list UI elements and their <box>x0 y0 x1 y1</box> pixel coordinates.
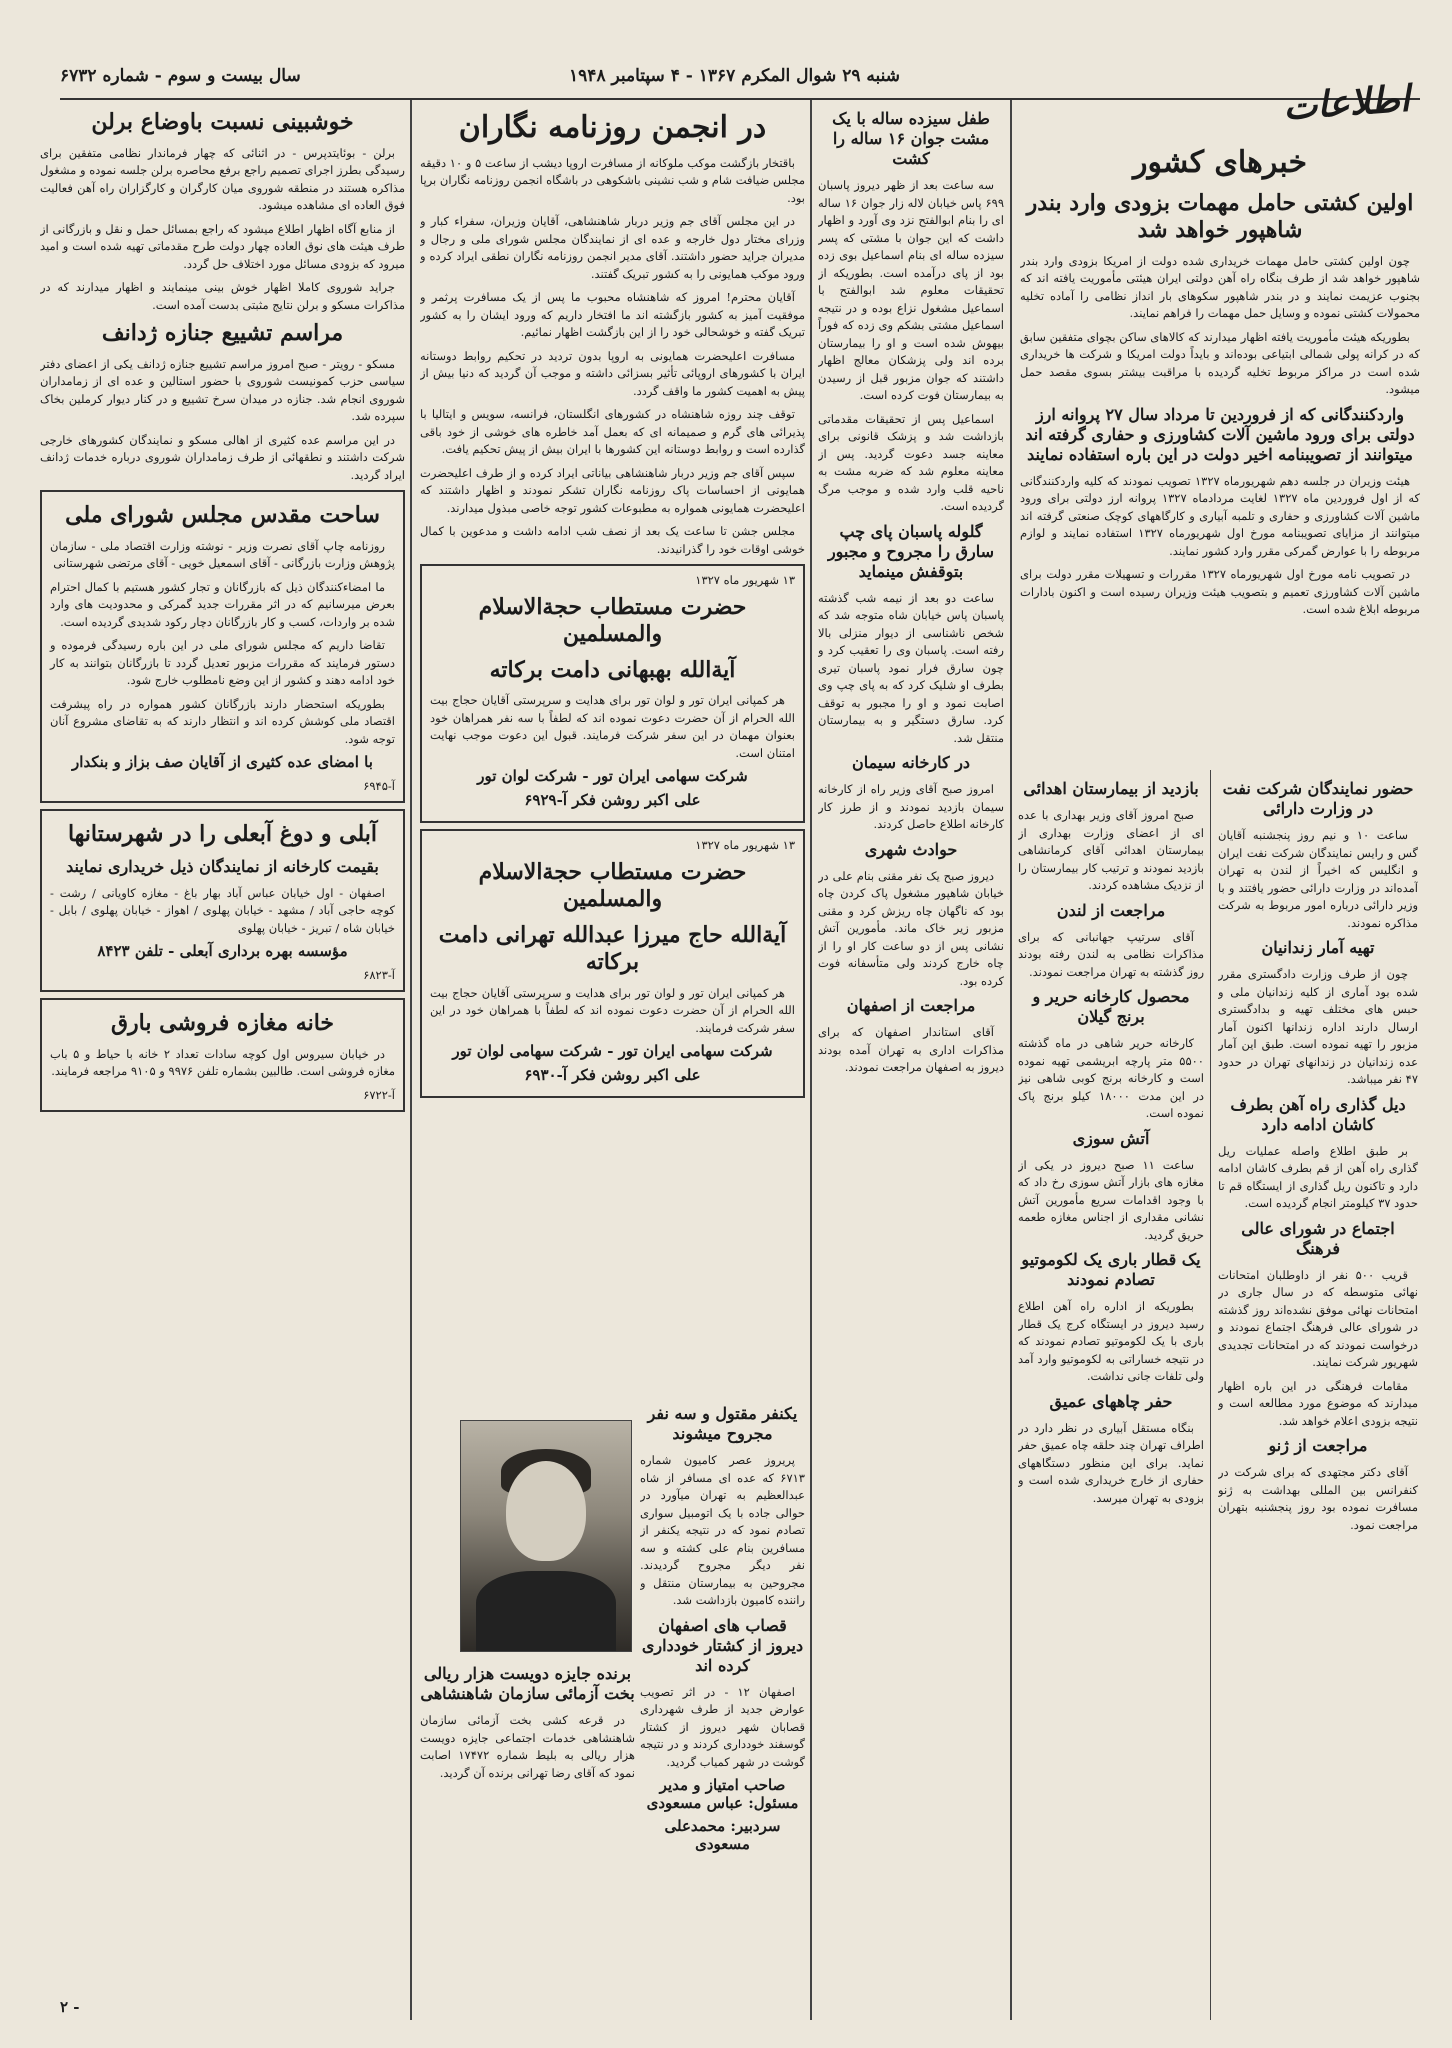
article-paragraph: سپس آقای جم وزیر دربار شاهنشاهی بیاناتی ایراد کرده و از طرف اعلیحضرت همایونی از احساسات پاک روزنامه نگاران تشکر نمودند و اظهار داشتند که اعلیحضرت همایونی همواره به مطبوعات کشور توجه خاصی مبذول میدارند. <box>420 465 805 515</box>
ad-heading: آیةالله بهبهانی دامت برکاته <box>489 656 736 683</box>
ad-box <box>420 829 805 1098</box>
article-headline: محصول کارخانه حریر و برنج گیلان <box>1032 987 1190 1026</box>
ad-box <box>420 564 805 823</box>
article-headline: بازدید از بیمارستان اهدائی <box>1023 779 1199 798</box>
article-paragraph: ساعت ۱۰ و نیم روز پنجشنبه آقایان گس و رایس نمایندگان شرکت نفت ایران و انگلیس که اخیراً از لندن به تهران آمده‌اند در وزارت دارائی حضور یافتند و با وزیر دارائی درباره امور مربوط به شرکت مذاکره نمودند. <box>1218 828 1418 930</box>
article-paragraph: اصفهان ۱۲ - در اثر تصویب عوارض جدید از طرف شهرداری قصابان شهر دیروز از کشتار گوسفند خودداری کردند و در نتیجه گوشت در شهر کمیاب گردید. <box>640 1684 805 1769</box>
column-3-lower-left <box>420 1660 635 2015</box>
column-1b <box>1018 775 1204 2015</box>
article-paragraph: کارخانه حریر شاهی در ماه گذشته ۵۵۰۰ متر پارچه ابریشمی تهیه نموده است و کارخانه برنج کوبی شاهی نیز در این مدت ۱۸۰۰۰ کیلو برنج پاک نموده است. <box>1018 1036 1204 1120</box>
ad-date: ۱۳ شهریور ماه ۱۳۲۷ <box>695 838 795 852</box>
article-headline: در کارخانه سیمان <box>851 753 971 772</box>
article-paragraph: توقف چند روزه شاهنشاه در کشورهای انگلستان، فرانسه، سویس و ایتالیا با پذیرائی های گرم و صمیمانه ای که بعمل آمد خاطره های خوشی از خود باقی گذارده است و روابط دوستانه این کشورها با ایران بیش از پیش تحکیم یافت. <box>420 407 805 456</box>
article-paragraph: در این مجلس آقای جم وزیر دربار شاهنشاهی، آقایان وزیران، سفراء کبار و وزرای مختار دول خارجه و عده ای از نمایندگان مجلس شورای ملی و رجال و مدیران جراید حضور داشتند. آقای مدیر انجمن روزنامه نگاران نطقی ایراد کرده و ورود موکب همایونی را به کشور تبریک گفتند. <box>420 214 805 281</box>
ad-text: در خیابان سیروس اول کوچه سادات تعداد ۲ خانه با حیاط و ۵ باب مغازه فروشی است. طالبین بشماره تلفن ۹۹۷۶ و ۹۱۰۵ مراجعه فرمایند. <box>50 1046 395 1078</box>
article-paragraph: ساعت ۱۱ صبح دیروز در یکی از مغازه های بازار آتش سوزی رخ داد که با وجود اقدامات سریع مأمورین آتش نشانی مقداری از اجناس مغازه طعمه حریق گردید. <box>1018 1157 1204 1242</box>
article-paragraph: اسماعیل پس از تحقیقات مقدماتی بازداشت شد و پزشک قانونی برای معاینه جسد دعوت گردید. پس از معاینه معلوم شد که ضربه مشت به ناحیه قلب وارد شده و موجب مرگ گردیده است. <box>818 411 1004 513</box>
ad-box <box>40 809 405 992</box>
article-headline: اولین کشتی حامل مهمات بزودی وارد بندر شاهپور خواهد شد <box>1026 189 1414 243</box>
article-headline: واردکنندگانی که از فروردین تا مرداد سال ۲۷ پروانه ارز دولتی برای ورود ماشین آلات کشاورزی و حفاری گرفته اند میتوانند از تصویبنامه اخیر دولت در این باره استفاده نمایند <box>1025 404 1415 464</box>
article-headline: آتش سوزی <box>1072 1128 1150 1148</box>
article-paragraph: آقای دکتر مجتهدی که برای شرکت در کنفرانس بین المللی بهداشت به ژنو مسافرت نموده بود روز پنجشنبه بتهران مراجعت نمود. <box>1218 1465 1418 1532</box>
article-headline: مراجعت از ژنو <box>1268 1436 1368 1455</box>
article-paragraph: قریب ۵۰۰ نفر از داوطلبان امتحانات نهائی متوسطه که در سال جاری در امتحانات نهائی موفق نشده‌اند روز گذشته در شورای عالی فرهنگ اجتماع نمودند و درخواست نمودند که در امتحانات تجدیدی شهریور شرکت نمایند. <box>1218 1267 1418 1369</box>
article-headline: حوادث شهری <box>864 839 958 859</box>
article-headline: حفر چاههای عمیق <box>1049 1391 1173 1411</box>
article-paragraph: چون از طرف وزارت دادگستری مقرر شده بود آماری از کلیه زندانیان ملی و حبس های مختلف تهیه و بدادگستری ارسال دارند اداره زندانها اکنون آمار مزبور را تهیه نموده است. طبق این آمار عده زندانیان در زندانهای تهران در حدود ۴۷ نفر میباشد. <box>1218 967 1418 1086</box>
article-headline: تهیه آمار زندانیان <box>1261 938 1375 957</box>
ad-code: آ-۶۷۲۲ <box>363 1087 395 1102</box>
article-paragraph: ساعت دو بعد از نیمه شب گذشته پاسبان پاس خیابان شاه متوجه شد که شخص ناشناسی از دیوار منزلی بالا رفته است. پاسبان وی را تعقیب کرد و چون سارق فرار نمود پاسبان تیری بطرف او شلیک کرد که به پای چپ وی اصابت نمود و او را مجبور به توقف کرد. سارق دستگیر و به بیمارستان منتقل شد. <box>818 590 1004 745</box>
article-headline: یک قطار باری یک لکوموتیو تصادم نمودند <box>1021 1250 1201 1289</box>
article-paragraph: بنگاه مستقل آبیاری در نظر دارد در اطراف تهران چند حلقه چاه عمیق حفر نماید. برای این منظور دستگاههای حفاری از خارج خریداری شده است و بزودی به تهران میرسد. <box>1018 1420 1204 1505</box>
article-paragraph: مقامات فرهنگی در این باره اظهار میدارند که موضوع مورد مطالعه است و نتیجه بزودی اعلام خواهد شد. <box>1218 1378 1418 1428</box>
section-title: خبرهای کشور <box>1132 145 1308 180</box>
column-rule <box>810 100 812 2020</box>
column-3 <box>420 105 805 1395</box>
article-headline: برنده جایزه دویست هزار ریالی بخت آزمائی سازمان شاهنشاهی <box>420 1664 635 1703</box>
ad-signature: شرکت سهامی ایران تور - شرکت لوان تور <box>477 767 748 785</box>
column-1a <box>1218 775 1418 2015</box>
volume-line: سال بیست و سوم - شماره ۶۷۳۲ <box>60 66 301 86</box>
article-paragraph: روزنامه چاپ آقای نصرت وزیر - نوشته وزارت اقتصاد ملی - سازمان پژوهش وزارت بازرگانی - آقای اسمعیل خویی - آقای مرتضی شهرستانی <box>50 538 395 570</box>
column-4 <box>40 105 405 2015</box>
publisher-line: صاحب امتیاز و مدیر مسئول: عباس مسعودی <box>646 1776 799 1812</box>
date-line: شنبه ۲۹ شوال المکرم ۱۳۶۷ - ۴ سپتامبر ۱۹۴۸ <box>569 66 900 86</box>
article-paragraph: بر طبق اطلاع واصله عملیات ریل گذاری راه آهن از قم بطرف کاشان ادامه دارد و تاکنون ریل گذاری از ایستگاه قم تا حدود ۳۷ کیلومتر انجام گردیده است. <box>1218 1143 1418 1210</box>
ad-signature: شرکت سهامی ایران تور - شرکت سهامی لوان تور <box>452 1042 773 1060</box>
article-headline: اجتماع در شورای عالی فرهنگ <box>1241 1218 1395 1258</box>
article-paragraph: هیئت وزیران در جلسه دهم شهریورماه ۱۳۲۷ تصویب نمودند که کلیه واردکنندگانی که از اول فروردین ماه ۱۳۲۷ لغایت مردادماه ۱۳۲۷ پروانه ارز دولتی برای ورود ماشین آلات کشاورزی و حفاری و تلمبه آبیاری و کارگاههای کوچک صنعتی گرفته اند میتوانند از مزایای تصویبنامه مورخ اول شهریورماه ۱۳۲۷ استفاده نمایند و لوازم مربوطه را با عوارض گمرکی مقرر وارد کشور نمایند. <box>1020 473 1420 558</box>
ad-code: آ-۶۹۴۵ <box>363 778 395 793</box>
article-headline: یکنفر مقتول و سه نفر مجروح میشوند <box>647 1404 798 1443</box>
header-bar <box>60 58 1420 100</box>
ad-signature: علی اکبر روشن فکر آ-۶۹۲۹ <box>524 790 701 809</box>
article-headline: گلوله پاسبان پای چپ سارق را مجروح و مجبور بتوقفش مینماید <box>827 521 995 581</box>
ad-text: هر کمپانی ایران تور و لوان تور برای هدایت و سرپرستی آقایان حجاج بیت الله الحرام از آن حضرت دعوت نموده اند که لطفاً با همراهان خود در این سفر شرکت فرمایند. <box>430 985 795 1035</box>
article-headline: حضور نمایندگان شرکت نفت در وزارت دارائی <box>1222 779 1414 818</box>
article-headline: قصاب های اصفهان دیروز از کشتار خودداری کرده اند <box>641 1615 804 1675</box>
article-paragraph: ما امضاءکنندگان ذیل که بازرگانان و تجار کشور هستیم با کمال احترام بعرض میرسانیم که در اثر مقررات جدید گمرکی و محدودیت های وارد شده بر واردات، کسب و کار بازرگانان دچار رکود شدیدی گردیده است. <box>50 579 395 629</box>
column-2 <box>818 105 1004 2015</box>
article-headline: ساحت مقدس مجلس شورای ملی <box>65 502 380 528</box>
column-1-top <box>1020 140 1420 780</box>
ad-heading: آبلی و دوغ آبعلی را در شهرستانها <box>67 821 378 847</box>
article-paragraph: مسافرت اعلیحضرت همایونی به اروپا بدون تردید در تحکیم روابط دوستانه ایران با کشورهای اروپائی تأثیر بسزائی داشته و موجب آن گردید که دنیا بیش از پیش به اهمیت کشور ما واقف گردد. <box>420 348 805 398</box>
article-paragraph: بطوریکه هیئت مأموریت یافته اظهار میدارند که کالاهای ساکن بچوای متفقین سابق که در کرانه پولی شمالی ابتیاعی بوده‌اند و بایداً دولت امریکا و شرکت ها خریداری شده است در مراکز مربوط تخلیه گردیده با مراقبت بیشتر بسوی مقصد حمل میشود. <box>1020 329 1420 396</box>
article-headline: مراجعت از لندن <box>1056 900 1166 920</box>
article-paragraph: چون اولین کشتی حامل مهمات خریداری شده دولت از امریکا بزودی وارد بندر شاهپور خواهد شد از طرف بنگاه راه آهن دولتی ایران هیئتی مأموریت یافته اند که بجنوب عزیمت نمایند و در بندر شاهپور سکوهای بار انداز نظامی را آماده تخلیه محمولات کشتی نموده و وسایل حمل مهمات را فراهم نمایند. <box>1020 253 1420 320</box>
article-paragraph: برلن - بوئایتدپرس - در اثنائی که چهار فرماندار نظامی متفقین برای رسیدگی بطرز اجرای تصمیم راجع برفع محاصره برلن جلسه نموده و مشغول مذاکره هستند در منطقه شوروی میان کارگران و کارگزاران راه آهن فعالیت فوق العاده ای مشاهده میشود. <box>40 145 405 212</box>
ad-date: ۱۳ شهریور ماه ۱۳۲۷ <box>695 573 795 587</box>
article-paragraph: باقتخار بازگشت موکب ملوکانه از مسافرت اروپا دیشب از ساعت ۵ و ۱۰ دقیقه مجلس ضیافت شام و شب نشینی باشکوهی در باشگاه انجمن روزنامه نگاران برپا بود. <box>420 155 805 205</box>
ad-heading: حضرت مستطاب حجةالاسلام والمسلمین <box>478 593 747 647</box>
article-headline: مراسم تشییع جنازه ژدانف <box>101 320 344 346</box>
article-headline: خوشبینی نسبت باوضاع برلن <box>91 109 354 135</box>
column-3-lower-right <box>640 1400 805 2015</box>
article-paragraph: تقاضا داریم که مجلس شورای ملی در این باره رسیدگی فرموده و دستور فرمایند که مقررات مزبور تعدیل گردد تا بازرگانان بتوانند به کار خود ادامه دهند و کشور از این وضع نامطلوب خارج شود. <box>50 638 395 687</box>
column-rule <box>1210 770 1211 2020</box>
article-paragraph: جراید شوروی کاملا اظهار خوش بینی مینمایند و اظهار میدارند که در مذاکرات مسکو و برلن نتایج مثبتی بدست آمده است. <box>40 280 405 312</box>
column-rule <box>410 100 412 2020</box>
ad-footer: مؤسسه بهره برداری آبعلی - تلفن ۸۴۲۳ <box>97 942 348 960</box>
article-paragraph: از منابع آگاه اظهار اطلاع میشود که راجع بمسائل حمل و نقل و بازرگانی از طرف هیئت های نوق العاده چهار دولت طرح مقدماتی تهیه شده است و امید میرود که بزودی مسائل مورد اختلاف حل گردد. <box>40 221 405 271</box>
petition-signature: با امضای عده کثیری از آقایان صف بزاز و بنکدار <box>72 753 373 771</box>
ad-subheading: بقیمت کارخانه از نمایندگان ذیل خریداری نمایند <box>66 856 379 876</box>
article-paragraph: مسکو - رویتر - صبح امروز مراسم تشییع جنازه ژدانف یکی از اعضای دفتر سیاسی حزب کمونیست شوروی با حضور استالین و عده ای از زمامداران شوروی انجام شد. جنازه در میدان سرخ تشییع و در کنار دیوار کرملین بخاک سپرده شد. <box>40 356 405 423</box>
article-paragraph: آقایان محترم! امروز که شاهنشاه محبوب ما پس از یک مسافرت پرثمر و موفقیت آمیز به کشور بازگشته اند ما افتخار داریم که ورود ایشان را به کشور تبریک گفته و خوشحالی خود را از این بازگشت اظهار نمائیم. <box>420 290 805 339</box>
article-headline: دیل گذاری راه آهن بطرف کاشان ادامه دارد <box>1230 1094 1406 1134</box>
article-paragraph: آقای سرتیپ جهانبانی که برای مذاکرات نظامی به لندن رفته بودند روز گذشته به تهران مراجعت نمودند. <box>1018 929 1204 979</box>
article-paragraph: مجلس جشن تا ساعت یک بعد از نصف شب ادامه داشت و مدعوین با کمال خوشی اوقات خود را گذرانیدند. <box>420 524 805 556</box>
editor-line: سردبیر: محمدعلی مسعودی <box>664 1817 781 1853</box>
petition-box <box>40 490 405 803</box>
article-paragraph: در قرعه کشی بخت آزمائی سازمان شاهنشاهی خدمات اجتماعی جایزه دویست هزار ریالی به بلیط شماره ۱۷۴۷۲ اصابت نمود که آقای رضا تهرانی برنده آن گردید. <box>420 1713 635 1780</box>
article-headline: طفل سیزده ساله با یک مشت جوان ۱۶ ساله را کشت <box>832 109 990 168</box>
masthead-logo: اطلاعات <box>1281 77 1412 129</box>
article-paragraph: صبح امروز آقای وزیر بهداری با عده ای از اعضای وزارت بهداری از بیمارستان اهدائی آقای کرمانشاهی بازدید نمودند و ترتیب کار بیمارستان را از نزدیک مشاهده کردند. <box>1018 808 1204 892</box>
ad-text: اصفهان - اول خیابان عباس آباد بهار باغ - مغازه کاویانی / رشت - کوچه حاجی آباد / مشهد - خیابان پهلوی / اهواز - خیابان پهلوی / بابل - خیابان شاه / تبریز - خیابان پهلوی <box>50 885 395 935</box>
article-headline: مراجعت از اصفهان <box>846 996 976 1015</box>
article-paragraph: بطوریکه استحضار دارند بازرگانان کشور همواره در راه پیشرفت اقتصاد ملی کوشش کرده اند و انتظار دارند که به تقاضای مشروع آنان توجه شود. <box>50 696 395 746</box>
ad-heading: آیةالله حاج میرزا عبدالله تهرانی دامت برکاته <box>438 921 787 975</box>
article-paragraph: سه ساعت بعد از ظهر دیروز پاسبان ۶۹۹ پاس خیابان لاله زار جوان ۱۶ ساله ای را بنام ابوالفتح نزد وی آورد و اظهار داشت که این جوان با مشتی که پسر سیزده ساله ای بنام اسماعیل بوی زده بود از پای درآمده است. بطوریکه از تحقیقات معلوم شد ابوالفتح با اسماعیل مشغول نزاع بوده و در نتیجه اسماعیل مشتی بشکم وی زده که فوراً بیهوش شده است و او را بیمارستان برده اند ولی پزشکان معالج اظهار داشتند که جوان مزبور قبل از رسیدن به بیمارستان فوت کرده است. <box>818 178 1004 402</box>
page-number: ۲ - <box>60 1998 80 2016</box>
article-paragraph: آقای استاندار اصفهان که برای مذاکرات اداری به تهران آمده بودند دیروز به اصفهان مراجعت نمودند. <box>818 1025 1004 1074</box>
article-paragraph: دیروز صبح یک نفر مقنی بنام علی در خیابان شاهپور مشغول پاک کردن چاه بود که ناگهان چاه ریزش کرد و مقنی مزبور زیر خاک ماند. مأمورین آتش نشانی پس از دو ساعت کار او را از چاه خارج کردند ولی متأسفانه فوت کرده بود. <box>818 868 1004 988</box>
column-rule <box>1010 100 1012 2020</box>
ad-heading: خانه مغازه فروشی بارق <box>110 1010 335 1036</box>
article-paragraph: امروز صبح آقای وزیر راه از کارخانه سیمان بازدید نمودند و از طرز کار کارخانه اطلاع حاصل کردند. <box>818 782 1004 831</box>
ad-text: هر کمپانی ایران تور و لوان تور برای هدایت و سرپرستی آقایان حجاج بیت الله الحرام از آن حضرت دعوت نموده اند که لطفاً با سه نفر همراهان خود بعنوان مهمان در این سفر شرکت فرمایند. قبول این دعوت موجب نهایت امتنان است. <box>430 693 795 760</box>
article-paragraph: بطوریکه از اداره راه آهن اطلاع رسید دیروز در ایستگاه کرج یک قطار باری با یک لکوموتیو تصادم نمودند که در نتیجه خساراتی به لکوموتیو وارد آمد ولی تلفات جانی نداشت. <box>1018 1299 1204 1383</box>
ad-box <box>40 998 405 1112</box>
article-headline: در انجمن روزنامه نگاران <box>458 110 767 145</box>
ad-code: آ-۶۸۲۳ <box>363 967 395 982</box>
article-paragraph: پریروز عصر کامیون شماره ۶۷۱۳ که عده ای مسافر از شاه عبدالعظیم به تهران میآورد در حوالی جاده با یک اتومبیل سواری تصادم نمود که در نتیجه یکنفر از مسافرین بنام علی کشته و سه نفر دیگر مجروح گردیدند. مجروحین به بیمارستان منتقل و راننده کامیون بازداشت شد. <box>640 1453 805 1607</box>
portrait-photo <box>460 1420 632 1652</box>
ad-signature: علی اکبر روشن فکر آ-۶۹۳۰ <box>524 1065 701 1084</box>
article-paragraph: در تصویب نامه مورخ اول شهریورماه ۱۳۲۷ مقررات و تسهیلات مقرر دولت برای ماشین آلات کشاورزی تعمیم و بتصویب هیئت وزیران رسیده است و اکنون بادارات مربوطه ابلاغ شده است. <box>1020 567 1420 616</box>
article-paragraph: در این مراسم عده کثیری از اهالی مسکو و نمایندگان کشورهای خارجی شرکت داشتند و نطقهائی از طرف زمامداران شوروی درباره خدمات ژدانف ایراد گردید. <box>40 432 405 482</box>
ad-heading: حضرت مستطاب حجةالاسلام والمسلمین <box>478 858 747 912</box>
